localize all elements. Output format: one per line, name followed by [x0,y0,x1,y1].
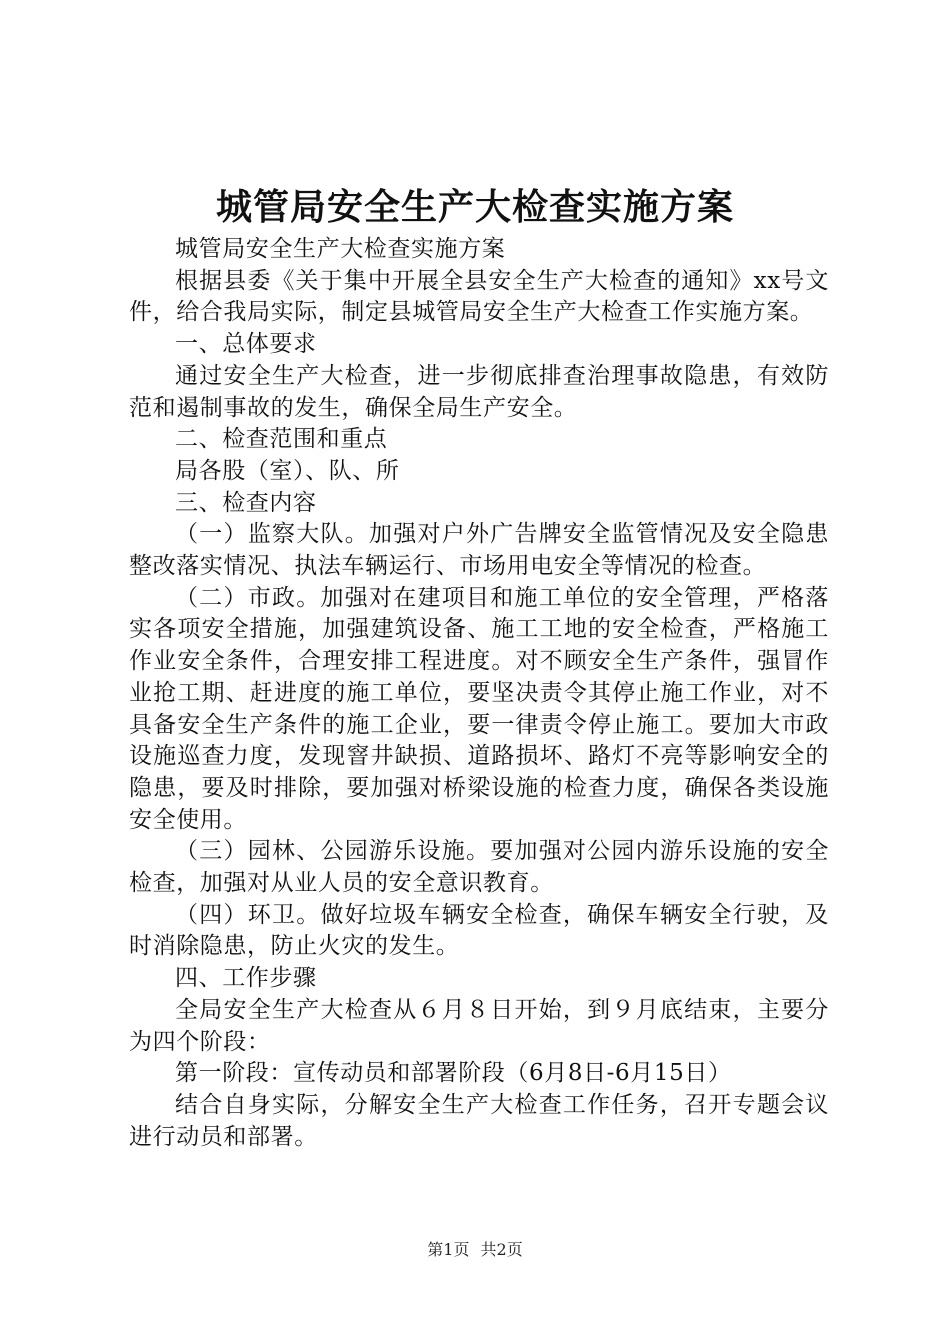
page-number: 第1页 [427,1240,470,1259]
section-heading-1: 一、总体要求 [175,331,317,358]
document-title: 城管局安全生产大检查实施方案 [215,186,734,228]
page-footer [0,1239,950,1261]
paragraph-phase-1: 第一阶段：宣传动员和部署阶段（6月8日-6月15日） [175,1060,732,1087]
paragraph-scope: 局各股（室）、队、所 [175,457,400,484]
paragraph-item-2: （二）市政。加强对在建项目和施工单位的安全管理，严格落实各项安全措施，加强建筑设备、施工工地的安全检查，严格施工作业安全条件，合理安排工程进度。对不顾安全生产条件，强冒作业抢工期、赶进度的施工单位，要坚决责令其停止施工作业，对不具备安全生产条件的施工企业，要一律责令停止施工。要加大市政设施巡查力度，发现窨井缺损、道路损坏、路灯不亮等影响安全的隐患，要及时排除，要加强对桥梁设施的检查力度，确保各类设施安全使用。 [129,584,829,833]
paragraph-phase-1-detail: 结合自身实际，分解安全生产大检查工作任务，召开专题会议进行动员和部署。 [129,1091,829,1150]
paragraph-requirements: 通过安全生产大检查，进一步彻底排查治理事故隐患，有效防范和遏制事故的发生，确保全局生产安全。 [129,362,829,421]
section-heading-3: 三、检查内容 [175,489,317,516]
paragraph-item-1: （一）监察大队。加强对户外广告牌安全监管情况及安全隐患整改落实情况、执法车辆运行、市场用电安全等情况的检查。 [129,521,829,580]
paragraph-schedule: 全局安全生产大检查从６月８日开始，到９月底结束，主要分为四个阶段： [129,996,829,1055]
section-heading-2: 二、检查范围和重点 [175,426,388,453]
paragraph-item-3: （三）园林、公园游乐设施。要加强对公园内游乐设施的安全检查，加强对从业人员的安全意识教育。 [129,838,829,897]
document-body [129,234,829,1153]
paragraph-subtitle: 城管局安全生产大检查实施方案 [175,236,506,262]
page-total: 共2页 [480,1240,523,1259]
paragraph-intro: 根据县委《关于集中开展全县安全生产大检查的通知》xx号文件，给合我局实际，制定县城管局安全生产大检查工作实施方案。 [129,267,829,326]
paragraph-item-4: （四）环卫。做好垃圾车辆安全检查，确保车辆安全行驶，及时消除隐患，防止火灾的发生。 [129,901,829,960]
section-heading-4: 四、工作步骤 [175,965,317,992]
